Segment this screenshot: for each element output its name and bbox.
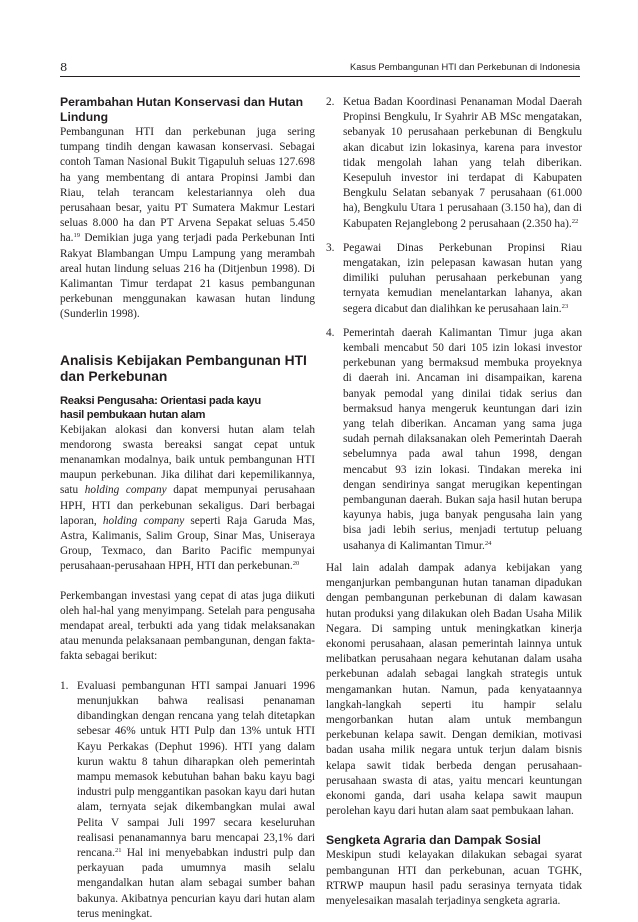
list-item: 3. Pegawai Dinas Perkebunan Propinsi Riau mengatakan, izin pelepasan kawasan hutan yang dimiliki puluhan perusahaan perkebunan yang ternyata kemudian menelantarkan lahanya, akan segera dicabut dan dialihkan ke perusahaan lain.$^{23}$ <box>326 241 582 315</box>
paragraph-kebijakan: Kebijakan alokasi dan konversi hutan alam telah mendorong swasta bereaksi sangat cepat untuk menanamkan modalnya, baik untuk pembangunan HTI maupun perkebunan. Jika dilihat dari kepemilikannya, satu holding company dapat mempunyai perusahaan HPH, HTI dan perkebunan sekaligus. Dari berbagai laporan, holding company seperti Raja Garuda Mas, Astra, Kalimanis, Salim Group, Sinar Mas, Uniseraya Group, Texmaco, dan Barito Pacific mempunyai perusahaan-perusahaan HPH, HTI dan perkebunan.$^{20}$ <box>60 423 316 573</box>
footnote-ref: 22 <box>571 217 579 225</box>
left-column <box>60 95 315 922</box>
paragraph-perkembangan: Perkembangan investasi yang cepat di atas juga diikuti oleh hal-hal yang menyimpang. Setelah para pengusaha mendapat areal, terbukti ada yang tidak melaksanakan atau menunda pelaksanaan pembangunan, dengan fakta-fakta sebagai berikut: <box>60 589 315 663</box>
list-item: 2. Ketua Badan Koordinasi Penanaman Modal Daerah Propinsi Bengkulu, Ir Syahrir AB MSc mengatakan, sebanyak 10 perusahaan perkebunan di Bengkulu akan dicabut izin lokasinya, karena para investor tidak mengolah lahan yang telah diberikan. Kesepuluh investor ini terdapat di Kabupaten Bengkulu Selatan sebanyak 7 perusahaan (61.000 ha), Bengkulu Utara 1 perusahaan (3.150 ha), dan di Kabupaten Rejanglebong 2 perusahaan (2.350 ha).$^{22}$ <box>326 96 582 230</box>
running-title: Kasus Pembangunan HTI dan Perkebunan di Indonesia <box>350 62 580 72</box>
paragraph-sengketa: Meskipun studi kelayakan dilakukan sebagai syarat pembangunan HTI dan perkebunan, acuan TGHK, RTRWP maupun hasil padu serasinya ternyata tidak menyelesaikan masalah terjadinya sengketa agraria. <box>326 849 582 907</box>
subsection-heading-reaksi: Reaksi Pengusaha: Orientasi pada kayu hasil pembukaan hutan alam <box>60 394 261 421</box>
page-header <box>60 58 580 77</box>
footnote-ref: 24 <box>484 539 492 547</box>
footnote-ref: 21 <box>114 846 122 854</box>
fact-list <box>60 679 315 922</box>
footnote-ref: 19 <box>73 232 81 240</box>
section-heading-analisis: Analisis Kebijakan Pembangunan HTI dan Perkebunan <box>60 352 307 385</box>
footnote-ref: 20 <box>292 560 300 568</box>
fact-list-continued <box>326 95 582 554</box>
list-item: 4. Pemerintah daerah Kalimantan Timur juga akan kembali mencabut 50 dari 105 izin lokasi investor perkebunan yang bermaksud membuka proyeknya di daerah ini. Ancaman ini disampaikan, karena banyak pemodal yang dinilai tidak serius dan bermaksud hanya mengeruk keuntungan dari izin yang telah diberikan. Ancaman yang sama juga sudah pernah dilaksanakan oleh Pemerintah Daerah sebelumnya pada awal tahun 1998, dengan mencabut 93 izin lokasi. Tindakan mereka ini dengan sendirinya sangat merugikan kepentingan pembangunan daerah. Bukan saja hasil hutan berupa kayunya habis, juga banyak pengusaha lain yang bisa jadi lebih serius, menjadi tertutup peluang usahanya di Kalimantan Timur.$^{24}$ <box>326 326 582 552</box>
section-heading-perambahan: Perambahan Hutan Konservasi dan Hutan Lindung <box>60 95 304 124</box>
paragraph-perambahan: Pembangunan HTI dan perkebunan juga sering tumpang tindih dengan kawasan konservasi. Sebagai contoh Taman Nasional Bukit Tigapuluh seluas 127.698 ha yang membentang di antara Propinsi Jambi dan Riau, telah terancam kelestariannya oleh dua perusahaan besar, yaitu PT Sumatera Makmur Lestari seluas 8.000 ha dan PT Arvena Sepakat seluas 5.450 ha.$^{19}$ Demikian juga yang terjadi pada Perkebunan Inti Rakyat Blambangan Umpu Lampung yang merambah areal hutan lindung seluas 216 ha (Ditjenbun 1998). Di Kalimantan Timur terdapat 21 kasus pembangunan perkebunan menggunakan kawasan hutan lindung (Sunderlin 1998). <box>60 126 315 321</box>
page-number: 8 <box>60 60 68 74</box>
list-item: 1. Evaluasi pembangunan HTI sampai Januari 1996 menunjukkan bahwa realisasi penanaman dibandingkan dengan rencana yang telah ditetapkan sebesar 46% untuk HTI Pulp dan 13% untuk HTI Kayu Perkakas (Dephut 1996). HTI yang dalam kurun waktu 8 tahun diharapkan oleh pemerintah mampu memasok kebutuhan bahan baku kayu bagi industri pulp menggantikan pasokan kayu dari hutan alam, ternyata sejak dikembangkan mulai awal Pelita V sampai Juli 1997 secara keseluruhan realisasi penanamannya baru mencapai 23,1% dari rencana.$^{21}$ Hal ini menyebabkan industri pulp dan perkayuan pada umumnya masih selalu mengandalkan hutan alam sebagai sumber bahan bakunya. Akibatnya pencurian kayu dari hutan alam terus meningkat. <box>60 679 315 920</box>
paragraph-hal-lain: Hal lain adalah dampak adanya kebijakan yang menganjurkan pembangunan hutan tanaman dipadukan dengan pembangunan perkebunan di dalam kawasan hutan produksi yang dilakukan oleh Badan Usaha Milik Negara. Di samping untuk meningkatkan kinerja ekonomi perusahaan, alasan pemerintah lainnya untuk melibatkan perusahaan negara kehutanan dalam usaha perkebunan adalah sebagai langkah strategis untuk mengamankan hutan. Namun, pada kenyataannya langkah-langkah seperti itu hampir selalu mengorbankan hutan alam untuk membangun perkebunan kelapa sawit. Dengan demikian, motivasi badan usaha milik negara untuk terjun dalam bisnis kelapa sawit tidak berbeda dengan perusahaan-perusahaan swasta di atas, yaitu mencari keuntungan ekonomi ganda, dari usaha kelapa sawit maupun perolehan kayu dari hutan alam saat pembukaan lahan. <box>326 561 582 818</box>
footnote-ref: 23 <box>561 302 569 310</box>
section-heading-sengketa: Sengketa Agraria dan Dampak Sosial <box>326 833 541 848</box>
right-column <box>326 95 582 909</box>
